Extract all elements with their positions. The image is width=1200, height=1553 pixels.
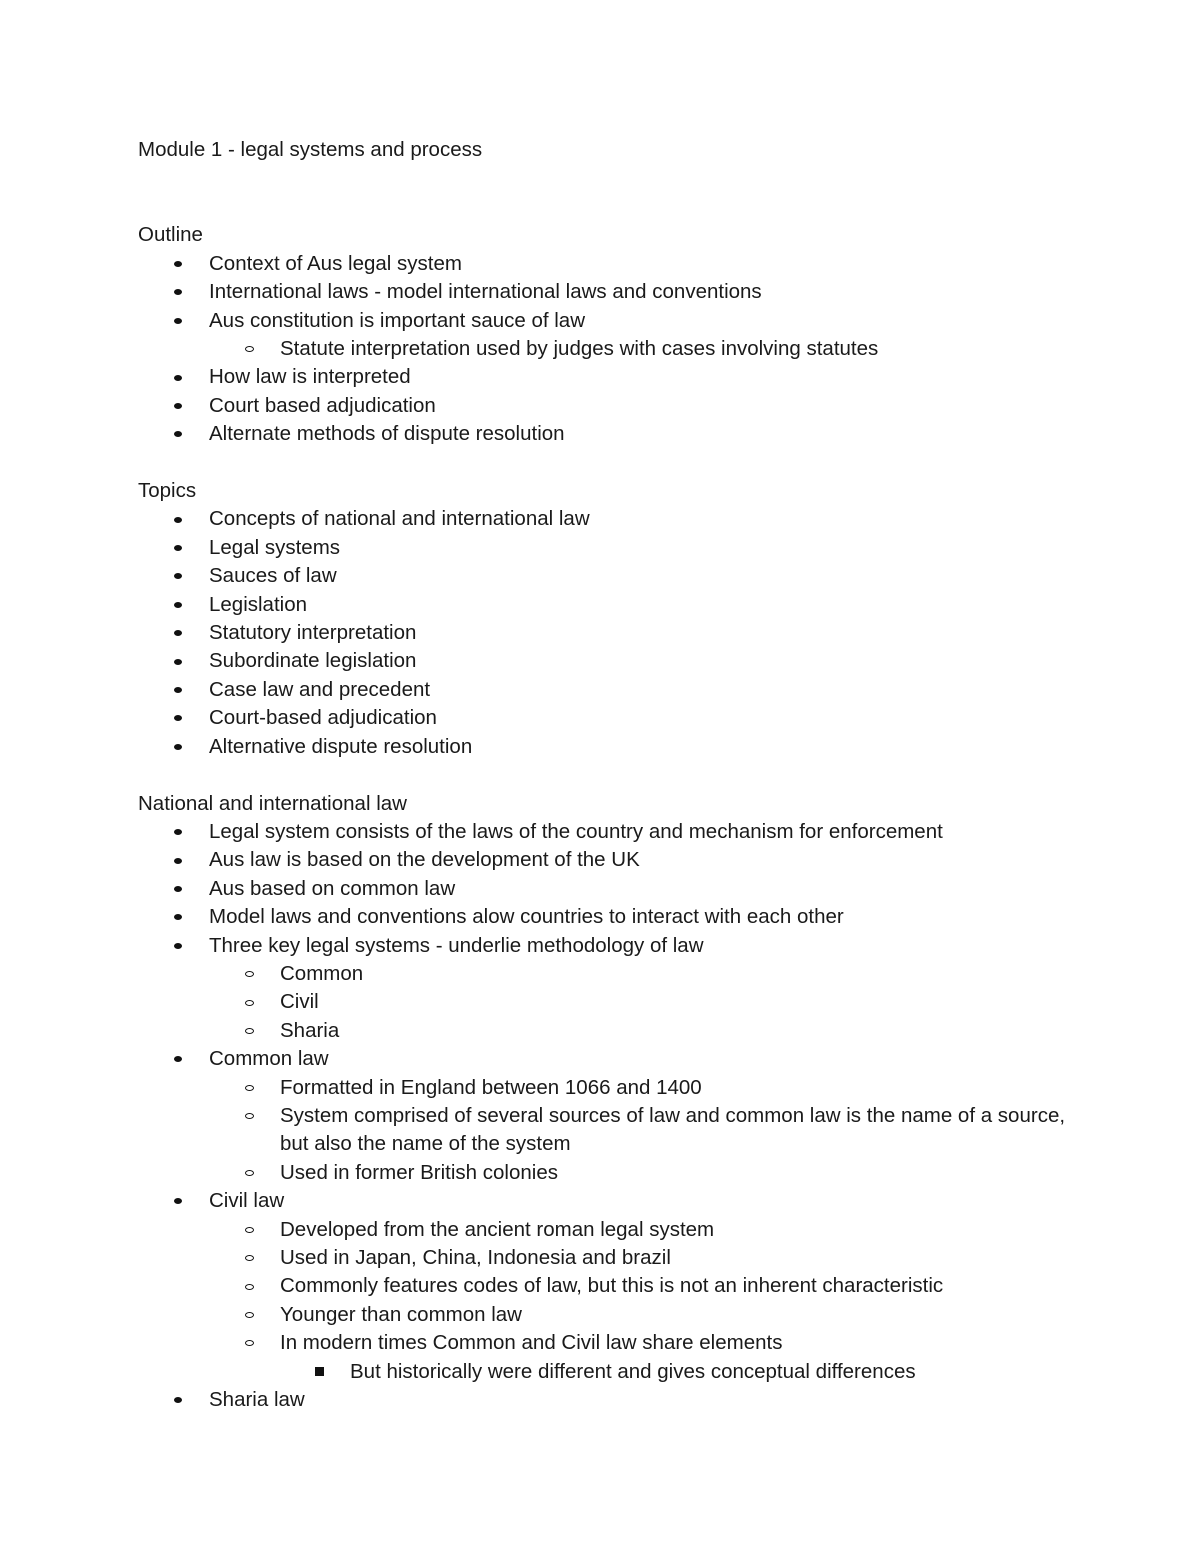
list-item-text: Aus based on common law bbox=[209, 876, 456, 900]
list-item bbox=[138, 1301, 1078, 1329]
hollow-circle-bullet-icon bbox=[245, 1017, 254, 1045]
section-heading: Outline bbox=[138, 223, 203, 247]
list-item-text: Developed from the ancient roman legal system bbox=[280, 1217, 715, 1241]
filled-circle-bullet-icon bbox=[174, 903, 182, 931]
list-item-text: In modern times Common and Civil law share elements bbox=[280, 1331, 783, 1355]
section bbox=[138, 790, 1078, 1415]
list-item bbox=[138, 1216, 1078, 1244]
list-item bbox=[138, 363, 1078, 391]
list-item-text: Statutory interpretation bbox=[209, 621, 417, 645]
hollow-circle-bullet-icon bbox=[245, 1329, 254, 1357]
hollow-circle-bullet-icon bbox=[245, 960, 254, 988]
document-body bbox=[138, 221, 1078, 1414]
hollow-circle-bullet-icon bbox=[245, 1216, 254, 1244]
list-item-text: Used in Japan, China, Indonesia and brazil bbox=[280, 1246, 671, 1269]
list-item-text: Court-based adjudication bbox=[209, 706, 437, 730]
filled-circle-bullet-icon bbox=[174, 846, 182, 874]
hollow-circle-bullet-icon bbox=[245, 988, 254, 1016]
filled-circle-bullet-icon bbox=[174, 647, 182, 675]
list-item-text: Alternative dispute resolution bbox=[209, 734, 473, 758]
filled-circle-bullet-icon bbox=[174, 704, 182, 732]
filled-circle-bullet-icon bbox=[174, 392, 182, 420]
spacer bbox=[138, 164, 1078, 221]
section-heading: National and international law bbox=[138, 791, 407, 815]
list-item-text: Legislation bbox=[209, 592, 308, 616]
list-item bbox=[138, 733, 1078, 761]
list-item bbox=[138, 619, 1078, 647]
list-item bbox=[138, 505, 1078, 533]
list-item-text: Aus constitution is important sauce of law bbox=[209, 308, 586, 332]
list-item-text: Court based adjudication bbox=[209, 393, 436, 417]
list-item-text: Legal system consists of the laws of the country and mechanism for enforcement bbox=[209, 819, 943, 843]
section bbox=[138, 477, 1078, 761]
list-item bbox=[138, 250, 1078, 278]
list-item-text: Common law bbox=[209, 1047, 329, 1071]
list-item bbox=[138, 676, 1078, 704]
hollow-circle-bullet-icon bbox=[245, 1301, 254, 1329]
list-item-text: Model laws and conventions alow countries to interact with each other bbox=[209, 905, 844, 929]
filled-circle-bullet-icon bbox=[174, 1045, 182, 1073]
section-spacer bbox=[138, 761, 1078, 789]
list-item bbox=[138, 1159, 1078, 1187]
list-item bbox=[138, 1272, 1078, 1300]
list-item bbox=[138, 1244, 1078, 1272]
bullet-list bbox=[138, 818, 1078, 1415]
list-item-text: System comprised of several sources of law and common law is the name of a source, but also the name of the system bbox=[280, 1103, 1071, 1156]
hollow-circle-bullet-icon bbox=[245, 1159, 254, 1187]
list-item bbox=[138, 1329, 1078, 1357]
list-item-text: Civil bbox=[280, 990, 319, 1014]
list-item-text: Sharia law bbox=[209, 1388, 305, 1412]
list-item bbox=[138, 1102, 1078, 1159]
list-item-text: Sharia bbox=[280, 1018, 340, 1042]
list-item-text: Subordinate legislation bbox=[209, 649, 417, 673]
list-item bbox=[138, 392, 1078, 420]
list-item bbox=[138, 1358, 1078, 1386]
list-item-text: Context of Aus legal system bbox=[209, 251, 462, 275]
list-item-text: Younger than common law bbox=[280, 1302, 522, 1326]
list-item bbox=[138, 1386, 1078, 1414]
section-spacer bbox=[138, 449, 1078, 477]
list-item-text: Three key legal systems - underlie methodology of law bbox=[209, 933, 704, 957]
filled-circle-bullet-icon bbox=[174, 420, 182, 448]
square-bullet-icon bbox=[315, 1358, 324, 1386]
filled-circle-bullet-icon bbox=[174, 1386, 182, 1414]
filled-circle-bullet-icon bbox=[174, 818, 182, 846]
list-item-text: Commonly features codes of law, but this is not an inherent characteristic bbox=[280, 1274, 944, 1298]
list-item bbox=[138, 647, 1078, 675]
list-item bbox=[138, 960, 1078, 988]
filled-circle-bullet-icon bbox=[174, 278, 182, 306]
section bbox=[138, 221, 1078, 448]
list-item-text: Used in former British colonies bbox=[280, 1160, 558, 1184]
filled-circle-bullet-icon bbox=[174, 733, 182, 761]
list-item bbox=[138, 1045, 1078, 1073]
list-item-text: Sauces of law bbox=[209, 564, 337, 588]
list-item-text: Concepts of national and international law bbox=[209, 507, 590, 531]
list-item-text: Common bbox=[280, 961, 364, 985]
hollow-circle-bullet-icon bbox=[245, 1102, 254, 1130]
filled-circle-bullet-icon bbox=[174, 676, 182, 704]
list-item bbox=[138, 932, 1078, 960]
list-item-text: International laws - model international laws and conventions bbox=[209, 280, 762, 304]
list-item bbox=[138, 534, 1078, 562]
list-item bbox=[138, 335, 1078, 363]
filled-circle-bullet-icon bbox=[174, 591, 182, 619]
hollow-circle-bullet-icon bbox=[245, 1272, 254, 1300]
list-item-text: How law is interpreted bbox=[209, 365, 411, 389]
list-item bbox=[138, 420, 1078, 448]
filled-circle-bullet-icon bbox=[174, 534, 182, 562]
filled-circle-bullet-icon bbox=[174, 505, 182, 533]
list-item bbox=[138, 307, 1078, 335]
list-item-text: Legal systems bbox=[209, 535, 341, 559]
document-title: Module 1 - legal systems and process bbox=[138, 138, 483, 161]
list-item bbox=[138, 988, 1078, 1016]
list-item-text: Alternate methods of dispute resolution bbox=[209, 422, 565, 446]
hollow-circle-bullet-icon bbox=[245, 1074, 254, 1102]
hollow-circle-bullet-icon bbox=[245, 1244, 254, 1272]
list-item bbox=[138, 903, 1078, 931]
filled-circle-bullet-icon bbox=[174, 875, 182, 903]
list-item bbox=[138, 818, 1078, 846]
list-item-text: Aus law is based on the development of the UK bbox=[209, 848, 640, 872]
filled-circle-bullet-icon bbox=[174, 250, 182, 278]
list-item bbox=[138, 591, 1078, 619]
list-item bbox=[138, 278, 1078, 306]
filled-circle-bullet-icon bbox=[174, 363, 182, 391]
list-item bbox=[138, 562, 1078, 590]
list-item-text: Statute interpretation used by judges with cases involving statutes bbox=[280, 337, 879, 361]
filled-circle-bullet-icon bbox=[174, 619, 182, 647]
list-item-text: Formatted in England between 1066 and 1400 bbox=[280, 1075, 702, 1099]
document-page bbox=[138, 136, 1078, 1414]
filled-circle-bullet-icon bbox=[174, 307, 182, 335]
hollow-circle-bullet-icon bbox=[245, 335, 254, 363]
bullet-list bbox=[138, 505, 1078, 761]
list-item bbox=[138, 875, 1078, 903]
section-heading: Topics bbox=[138, 479, 197, 503]
filled-circle-bullet-icon bbox=[174, 932, 182, 960]
list-item bbox=[138, 1017, 1078, 1045]
list-item bbox=[138, 1187, 1078, 1215]
bullet-list bbox=[138, 250, 1078, 449]
list-item bbox=[138, 1074, 1078, 1102]
list-item-text: Civil law bbox=[209, 1189, 285, 1213]
filled-circle-bullet-icon bbox=[174, 562, 182, 590]
list-item-text: Case law and precedent bbox=[209, 677, 431, 701]
list-item bbox=[138, 846, 1078, 874]
list-item-text: But historically were different and gives conceptual differences bbox=[350, 1359, 916, 1383]
filled-circle-bullet-icon bbox=[174, 1187, 182, 1215]
list-item bbox=[138, 704, 1078, 732]
